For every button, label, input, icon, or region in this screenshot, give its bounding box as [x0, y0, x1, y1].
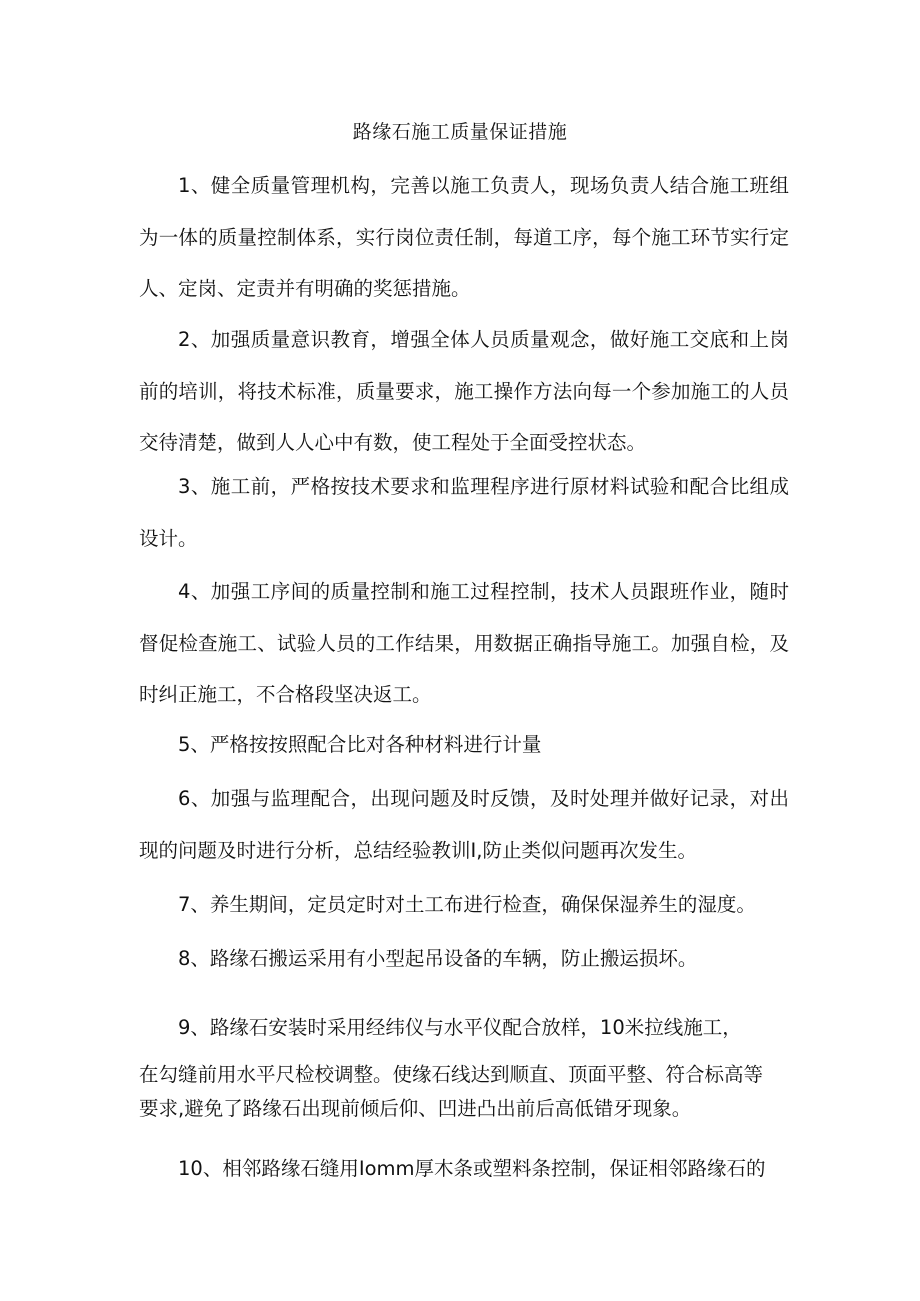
paragraph-8: 8、路缘石搬运采用有小型起吊设备的车辆，防止搬运损坏。 [178, 947, 698, 970]
paragraph-3: 3、施工前，严格按技术要求和监理程序进行原材料试验和配合比组成设计。 [139, 475, 789, 550]
paragraph-7: 7、养生期间，定员定时对土工布进行检查，确保保湿养生的湿度。 [178, 893, 756, 916]
document-title: 路缘石施工质量保证措施 [352, 121, 568, 143]
paragraph-1: 1、健全质量管理机构，完善以施工负责人，现场负责人结合施工班组为一体的质量控制体系，实行岗位责任制，每道工序，每个施工环节实行定人、定岗、定责并有明确的奖惩措施。 [139, 174, 789, 300]
paragraph-9-line-3: 要求,避免了路缘石出现前倾后仰、凹进凸出前后高低错牙现象。 [139, 1097, 692, 1120]
paragraph-9: 9、路缘石安装时采用经纬仪与水平仪配合放样，10米拉线施工， [178, 1016, 742, 1039]
paragraph-10: 10、相邻路缘石缝用Iomm厚木条或塑料条控制，保证相邻路缘石的 [178, 1157, 766, 1180]
paragraph-9-line-2: 在勾缝前用水平尺检校调整。使缘石线达到顺直、顶面平整、符合标高等 [139, 1063, 764, 1086]
paragraph-6: 6、加强与监理配合，出现问题及时反馈，及时处理并做好记录，对出现的问题及时进行分析，总结经验教训I,防止类似问题再次发生。 [139, 787, 789, 862]
paragraph-2: 2、加强质量意识教育，增强全体人员质量观念，做好施工交底和上岗前的培训，将技术标准，质量要求，施工操作方法向每一个参加施工的人员交待清楚，做到人人心中有数，使工程处于全面受控状态。 [139, 328, 789, 454]
paragraph-4: 4、加强工序间的质量控制和施工过程控制，技术人员跟班作业，随时督促检查施工、试验人员的工作结果，用数据正确指导施工。加强自检，及时纠正施工，不合格段坚决返工。 [139, 580, 789, 706]
paragraph-5: 5、严格按按照配合比对各种材料进行计量 [178, 733, 542, 756]
